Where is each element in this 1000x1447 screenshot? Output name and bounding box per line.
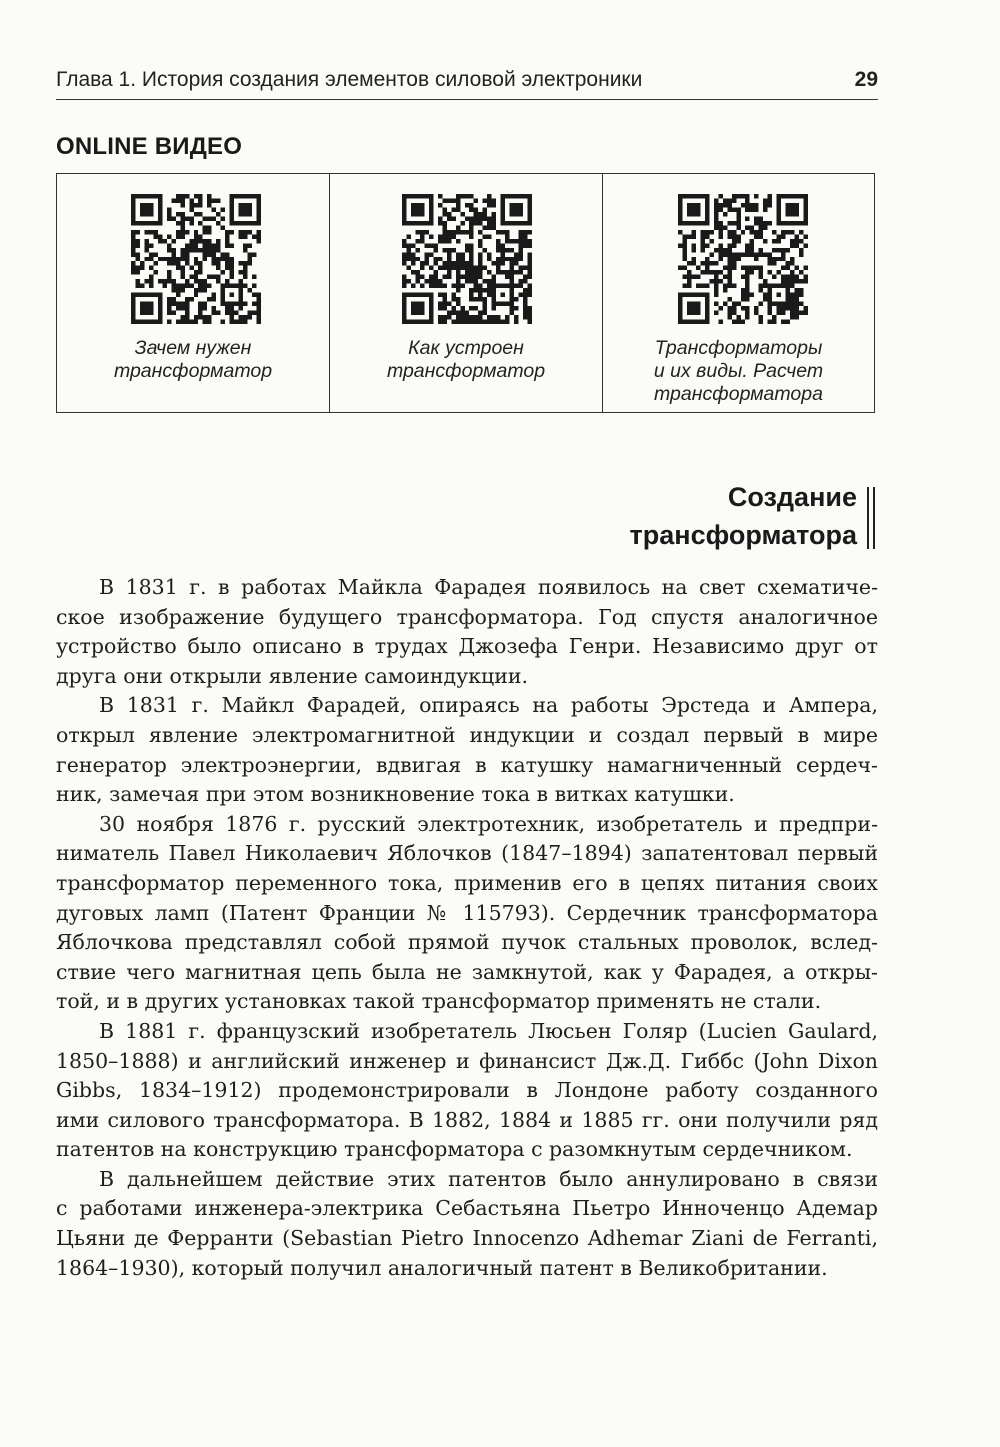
text-line: В дальнейшем действие этих патентов было аннулировано в связи [99,1166,878,1191]
paragraph [56,810,878,1017]
header-rule [56,99,878,100]
qr-code-icon[interactable] [678,194,808,324]
chapter-title: Глава 1. История создания элементов силовой электроники [56,68,643,91]
text-line: Цьяни де Ферранти (Sebastian Pietro Innocenzo Adhemar Ziani de Ferranti, [56,1226,878,1251]
text-line: ниматель Павел Николаевич Яблочков (1847–1894) запатентовал первый [56,841,878,866]
text-line: трансформатор переменного тока, применив его в цепях питания своих [56,870,878,895]
text-line: друга они открыли явление самоиндукции. [56,663,529,688]
text-line: той, и в других установках такой трансформатор применять не стали. [56,989,822,1014]
text-line: 1864–1930), который получил аналогичный патент в Великобритании. [56,1255,828,1280]
online-video-heading: ONLINE ВИДЕО [56,133,243,160]
text-line: Яблочкова представлял собой прямой пучок стальных проволок, вслед- [56,930,878,955]
text-line: ское изображение будущего трансформатора. Год спустя аналогичное [56,604,878,629]
video-cell-2 [329,174,602,412]
body-text [56,573,878,1283]
text-line: В 1831 г. Майкл Фарадей, опираясь на работы Эрстеда и Ампера, [99,693,878,718]
text-line: Gibbs, 1834–1912) продемонстрировали в Лондоне работу созданного [56,1078,878,1103]
title-bar-decoration [867,487,875,549]
video-cell-1 [57,174,329,412]
text-line: В 1881 г. французский изобретатель Люсьен Голяр (Lucien Gaulard, [99,1018,878,1043]
video-cell-3 [602,174,874,412]
running-head [56,68,878,96]
paragraph [56,1165,878,1283]
text-line: дуговых ламп (Патент Франции № 115793). Сердечник трансформатора [56,900,878,925]
text-line: ник, замечая при этом возникновение тока в витках катушки. [56,782,735,807]
text-line: ими силового трансформатора. В 1882, 1884 и 1885 гг. они получили ряд [56,1107,878,1132]
caption-line: Зачем нужен [134,337,252,359]
text-line: открыл явление электромагнитной индукции и создал первый в мире [56,722,878,747]
text-line: патентов на конструкцию трансформатора с разомкнутым сердечником. [56,1137,853,1162]
paragraph [56,691,878,809]
text-line: с работами инженера-электрика Себастьяна Пьетро Инноченцо Адемар [56,1196,878,1221]
online-video-table [56,173,875,413]
video-caption [603,337,874,406]
paragraph [56,1017,878,1165]
caption-line: трансформатор [113,360,273,382]
page-number: 29 [854,68,878,91]
section-title-line: трансформатора [629,520,857,550]
caption-line: Трансформаторы [654,337,823,359]
text-line: 1850–1888) и английский инженер и финансист Дж.Д. Гиббс (John Dixon [56,1048,878,1073]
section-title [630,478,857,554]
paragraph [56,573,878,691]
qr-code-icon[interactable] [131,194,261,324]
text-line: генератор электроэнергии, вдвигая в катушку намагниченный сердеч- [56,752,878,777]
text-line: ствие чего магнитная цепь была не замкнутой, как у Фарадея, а откры- [56,959,878,984]
qr-code-icon[interactable] [402,194,532,324]
caption-line: трансформатор [386,360,546,382]
video-caption [57,337,329,383]
section-title-line: Создание [727,482,857,512]
video-caption [330,337,602,383]
caption-line: и их виды. Расчет [653,360,824,382]
text-line: В 1831 г. в работах Майкла Фарадея появилось на свет схематиче- [99,575,878,599]
caption-line: трансформатора [654,383,823,405]
text-line: 30 ноября 1876 г. русский электротехник, изобретатель и предпри- [99,811,878,836]
caption-line: Как устроен [408,337,524,359]
text-line: устройство было описано в трудах Джозефа Генри. Независимо друг от [56,634,878,659]
